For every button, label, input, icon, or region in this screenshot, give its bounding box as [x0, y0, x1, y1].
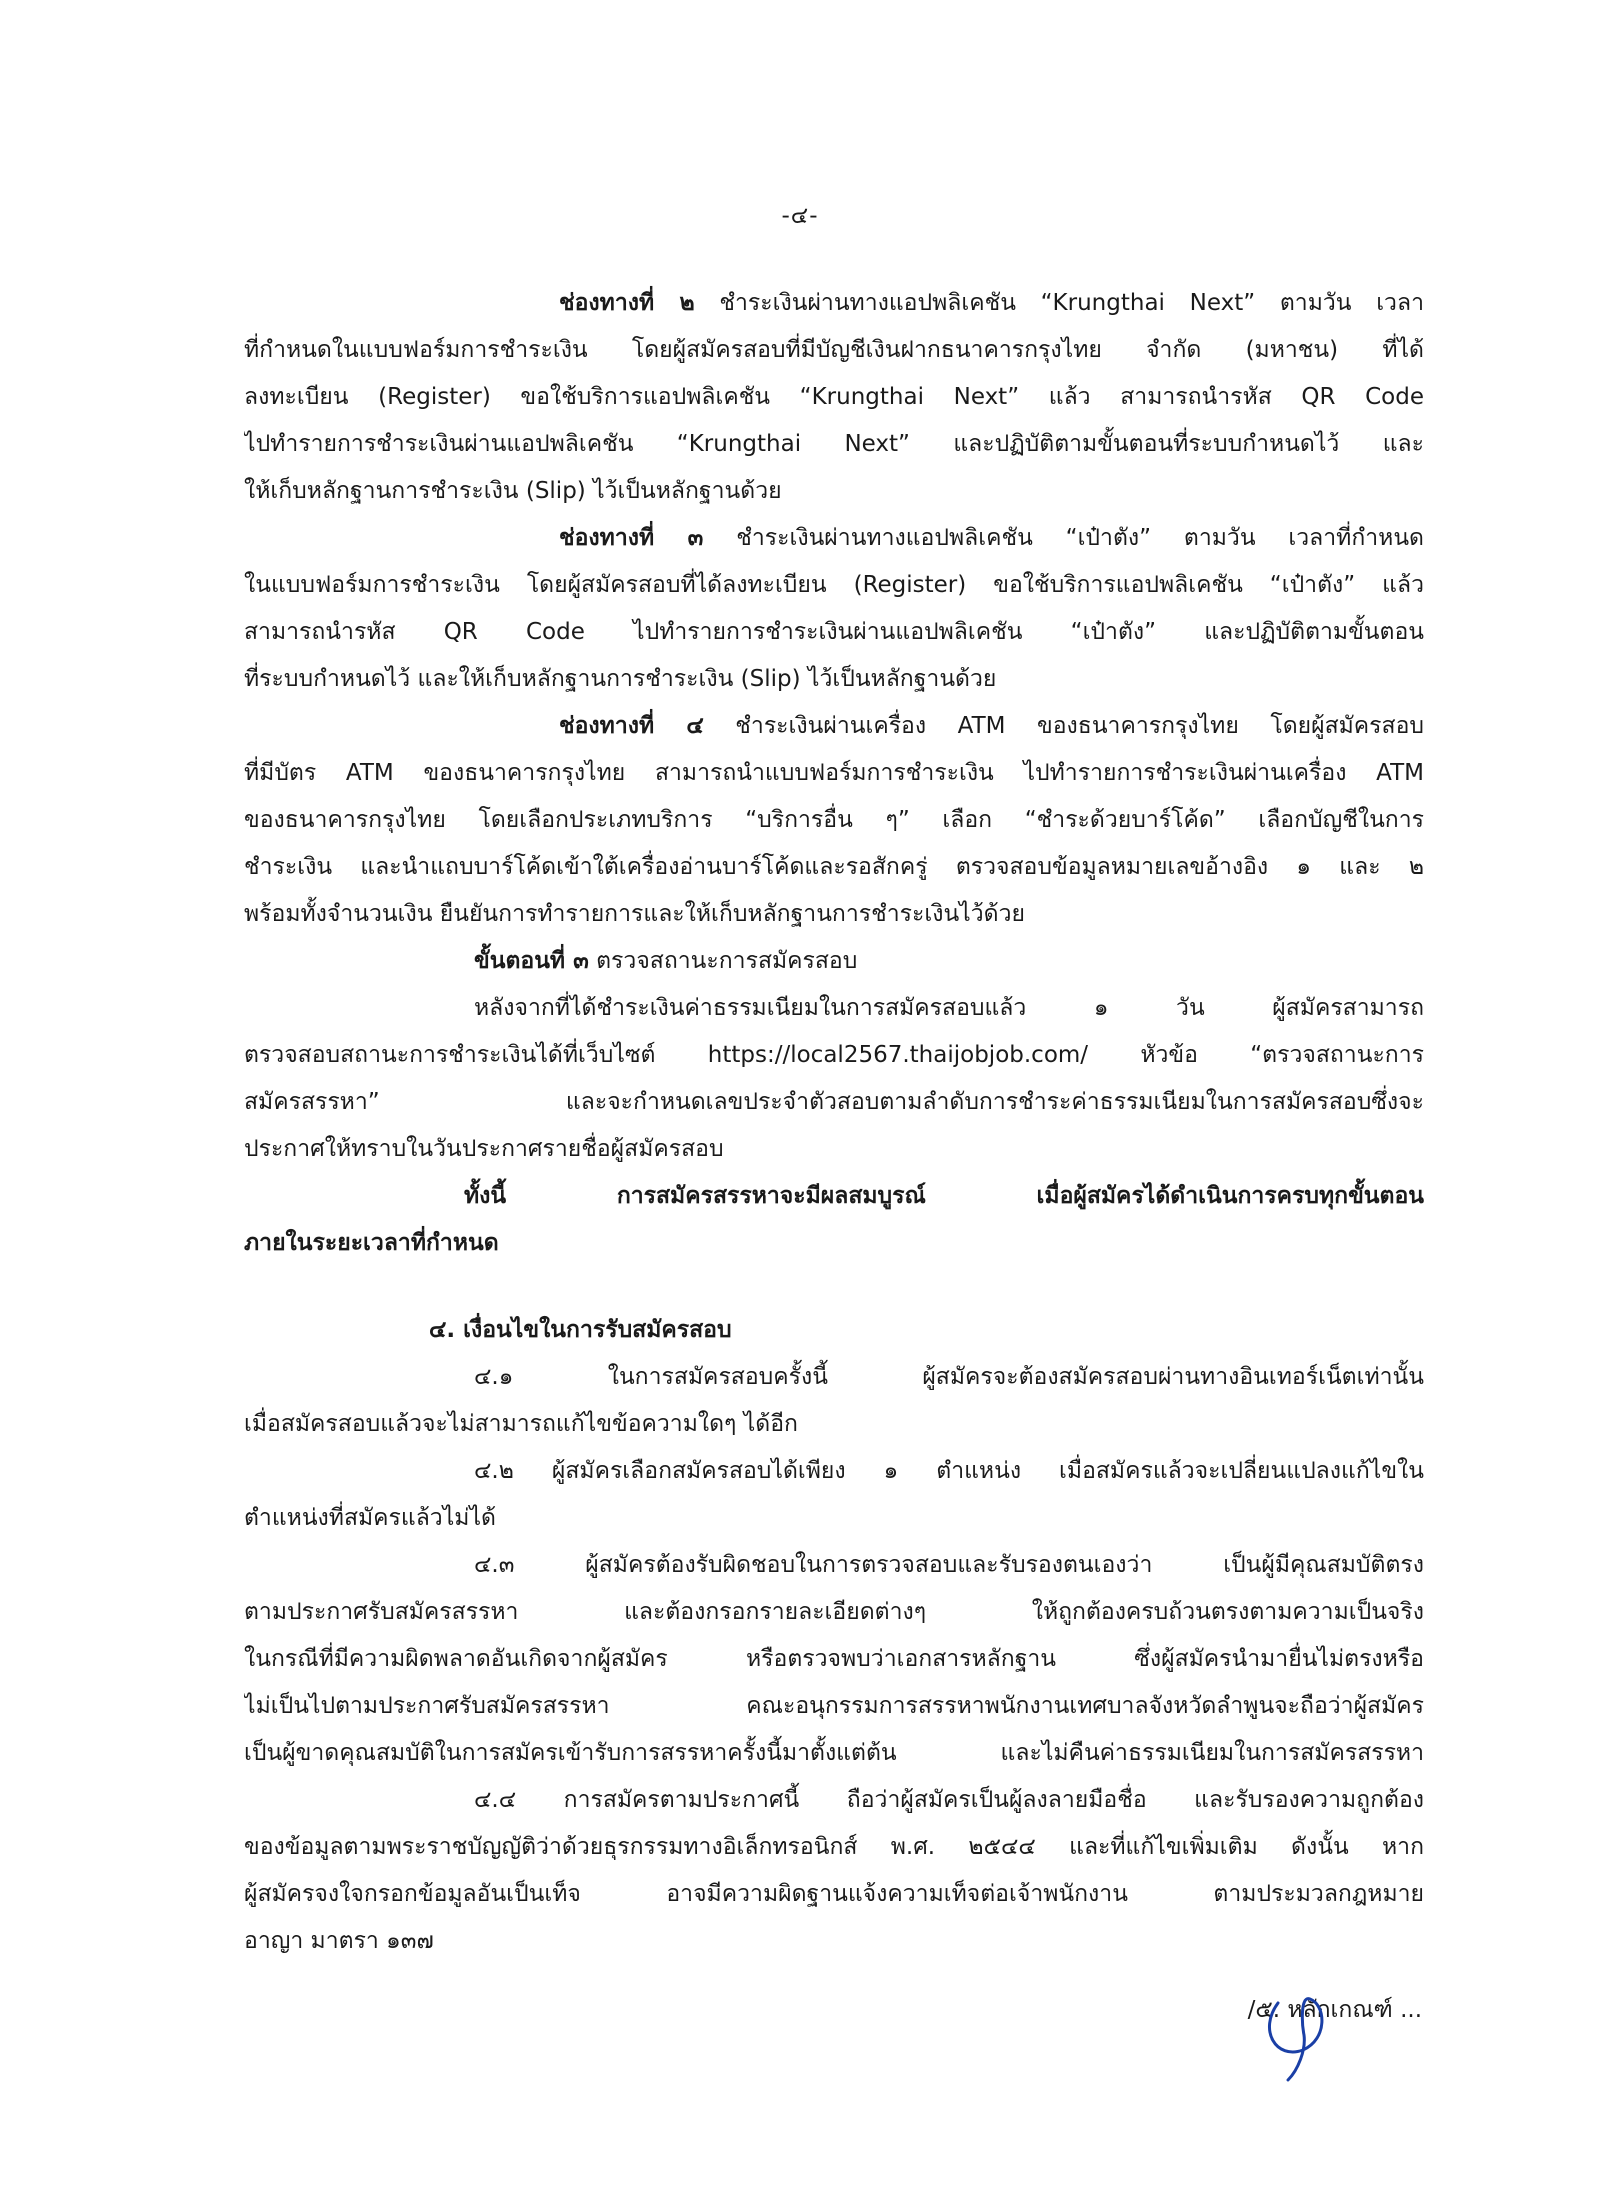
note-line: ภายในระยะเวลาที่กำหนด: [244, 1230, 499, 1256]
paragraph-line: ช่องทางที่ ๔ ชำระเงินผ่านเครื่อง ATM ของธนาคารกรุงไทย โดยผู้สมัครสอบ: [559, 713, 1424, 739]
section-heading: ๔. เงื่อนไขในการรับสมัครสอบ: [429, 1317, 732, 1343]
paragraph-line: เมื่อสมัครสอบแล้วจะไม่สามารถแก้ไขข้อความใดๆ ได้อีก: [244, 1411, 798, 1437]
paragraph-line: ในกรณีที่มีความผิดพลาดอันเกิดจากผู้สมัคร หรือตรวจพบว่าเอกสารหลักฐาน ซึ่งผู้สมัครนำมายื่นไม่ตรงหรือ: [244, 1646, 1424, 1672]
paragraph-line: ของข้อมูลตามพระราชบัญญัติว่าด้วยธุรกรรมทางอิเล็กทรอนิกส์ พ.ศ. ๒๕๔๔ และที่แก้ไขเพิ่มเติม ดังนั้น หาก: [244, 1834, 1424, 1860]
paragraph-line: สมัครสรรหา” และจะกำหนดเลขประจำตัวสอบตามลำดับการชำระค่าธรรมเนียมในการสมัครสอบซึ่งจะ: [244, 1089, 1424, 1115]
paragraph-line: ในแบบฟอร์มการชำระเงิน โดยผู้สมัครสอบที่ได้ลงทะเบียน (Register) ขอใช้บริการแอปพลิเคชัน “เป๋าตัง” แล้ว: [244, 572, 1424, 598]
paragraph-line: ๔.๓ ผู้สมัครต้องรับผิดชอบในการตรวจสอบและรับรองตนเองว่า เป็นผู้มีคุณสมบัติตรง: [474, 1552, 1424, 1578]
paragraph-line: ผู้สมัครจงใจกรอกข้อมูลอันเป็นเท็จ อาจมีความผิดฐานแจ้งความเท็จต่อเจ้าพนักงาน ตามประมวลกฎหมาย: [244, 1881, 1424, 1907]
continuation-note: /๕. หลักเกณฑ์ ...: [1247, 1997, 1422, 2023]
paragraph-line: ช่องทางที่ ๓ ชำระเงินผ่านทางแอปพลิเคชัน “เป๋าตัง” ตามวัน เวลาที่กำหนด: [559, 525, 1424, 551]
paragraph-line: ๔.๔ การสมัครตามประกาศนี้ ถือว่าผู้สมัครเป็นผู้ลงลายมือชื่อ และรับรองความถูกต้อง: [474, 1787, 1424, 1813]
document-body: [244, 280, 1424, 1965]
signature-mark: [1258, 1975, 1348, 2085]
paragraph-line: ตามประกาศรับสมัครสรรหา และต้องกรอกรายละเอียดต่างๆ ให้ถูกต้องครบถ้วนตรงตามความเป็นจริง: [244, 1599, 1424, 1625]
paragraph-line: ไปทำรายการชำระเงินผ่านแอปพลิเคชัน “Krungthai Next” และปฏิบัติตามขั้นตอนที่ระบบกำหนดไว้ และ: [244, 431, 1424, 457]
paragraph-line: ตรวจสอบสถานะการชำระเงินได้ที่เว็บไซต์ https://local2567.thaijobjob.com/ หัวข้อ “ตรวจสถานะการ: [244, 1042, 1424, 1068]
paragraph-line: ให้เก็บหลักฐานการชำระเงิน (Slip) ไว้เป็นหลักฐานด้วย: [244, 478, 782, 504]
paragraph-line: ชำระเงิน และนำแถบบาร์โค้ดเข้าใต้เครื่องอ่านบาร์โค้ดและรอสักครู่ ตรวจสอบข้อมูลหมายเลขอ้างอิง ๑ และ ๒: [244, 854, 1424, 880]
paragraph-line: ที่ระบบกำหนดไว้ และให้เก็บหลักฐานการชำระเงิน (Slip) ไว้เป็นหลักฐานด้วย: [244, 666, 997, 692]
paragraph-line: ลงทะเบียน (Register) ขอใช้บริการแอปพลิเคชัน “Krungthai Next” แล้ว สามารถนำรหัส QR Code: [244, 384, 1424, 410]
page-number: -๔-: [781, 203, 819, 229]
paragraph-line: ที่กำหนดในแบบฟอร์มการชำระเงิน โดยผู้สมัครสอบที่มีบัญชีเงินฝากธนาคารกรุงไทย จำกัด (มหาชน) ที่ได้: [244, 337, 1424, 363]
paragraph-line: ๔.๒ ผู้สมัครเลือกสมัครสอบได้เพียง ๑ ตำแหน่ง เมื่อสมัครแล้วจะเปลี่ยนแปลงแก้ไขใน: [474, 1458, 1424, 1484]
paragraph-line: ที่มีบัตร ATM ของธนาคารกรุงไทย สามารถนำแบบฟอร์มการชำระเงิน ไปทำรายการชำระเงินผ่านเครื่อง ATM: [244, 760, 1424, 786]
paragraph-line: สามารถนำรหัส QR Code ไปทำรายการชำระเงินผ่านแอปพลิเคชัน “เป๋าตัง” และปฏิบัติตามขั้นตอน: [244, 619, 1424, 645]
paragraph-line: อาญา มาตรา ๑๓๗: [244, 1928, 434, 1954]
paragraph-line: พร้อมทั้งจำนวนเงิน ยืนยันการทำรายการและให้เก็บหลักฐานการชำระเงินไว้ด้วย: [244, 901, 1025, 927]
paragraph-line: ประกาศให้ทราบในวันประกาศรายชื่อผู้สมัครสอบ: [244, 1136, 724, 1162]
paragraph-line: ไม่เป็นไปตามประกาศรับสมัครสรรหา คณะอนุกรรมการสรรหาพนักงานเทศบาลจังหวัดลำพูนจะถือว่าผู้สมัคร: [244, 1693, 1424, 1719]
note-line: ทั้งนี้ การสมัครสรรหาจะมีผลสมบูรณ์ เมื่อผู้สมัครได้ดำเนินการครบทุกขั้นตอน: [464, 1183, 1424, 1209]
paragraph-line: ๔.๑ ในการสมัครสอบครั้งนี้ ผู้สมัครจะต้องสมัครสอบผ่านทางอินเทอร์เน็ตเท่านั้น: [474, 1364, 1424, 1390]
paragraph-line: ของธนาคารกรุงไทย โดยเลือกประเภทบริการ “บริการอื่น ๆ” เลือก “ชำระด้วยบาร์โค้ด” เลือกบัญชีในการ: [244, 807, 1424, 833]
paragraph-line: เป็นผู้ขาดคุณสมบัติในการสมัครเข้ารับการสรรหาครั้งนี้มาตั้งแต่ต้น และไม่คืนค่าธรรมเนียมในการสมัครสรรหา: [244, 1740, 1424, 1766]
paragraph-line: ตำแหน่งที่สมัครแล้วไม่ได้: [244, 1505, 496, 1531]
step-heading: ขั้นตอนที่ ๓ ตรวจสถานะการสมัครสอบ: [474, 948, 858, 974]
paragraph-line: หลังจากที่ได้ชำระเงินค่าธรรมเนียมในการสมัครสอบแล้ว ๑ วัน ผู้สมัครสามารถ: [474, 995, 1424, 1021]
paragraph-line: ช่องทางที่ ๒ ชำระเงินผ่านทางแอปพลิเคชัน “Krungthai Next” ตามวัน เวลา: [559, 290, 1424, 316]
